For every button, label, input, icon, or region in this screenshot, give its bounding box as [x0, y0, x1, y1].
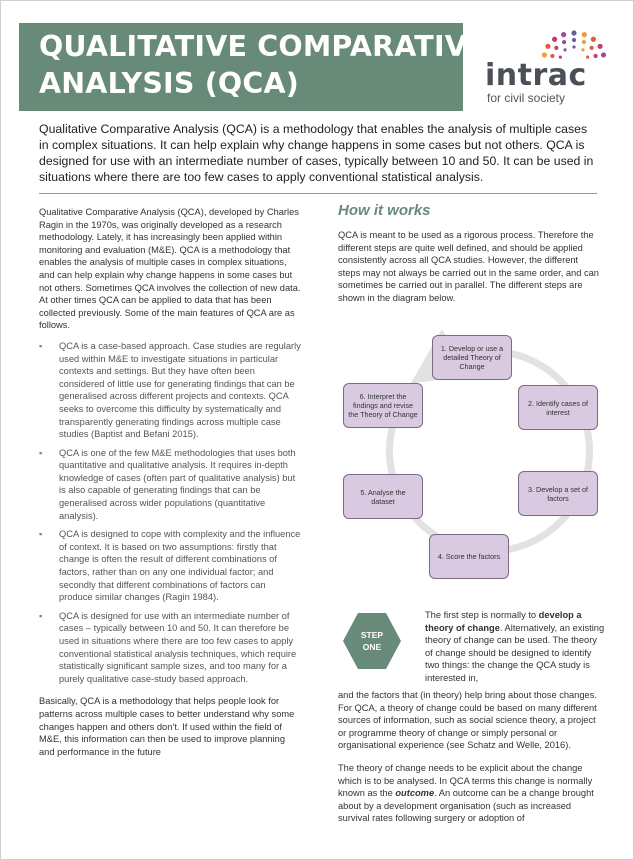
logo-dot [597, 44, 602, 49]
step-one-lead-rest: . Alternatively, an existing theory of change can be used. The theory of change should be designed to identify two things: the change the QCA study is interested in, [425, 622, 605, 683]
left-column [39, 206, 301, 758]
outcome-term: outcome [395, 788, 435, 799]
step-one-badge [343, 629, 401, 653]
intrac-logo [479, 23, 619, 113]
logo-dot [572, 38, 576, 42]
step-one-text [425, 609, 605, 685]
closing-paragraph: Basically, QCA is a methodology that helps people look for patterns across multiple cases to better understand why some changes happen and others don’t. If used within the field of M&E, this information can then be used to improve planning and performance in the future [39, 696, 295, 757]
logo-dot [591, 37, 596, 42]
intro-paragraph: Qualitative Comparative Analysis (QCA) is a methodology that enables the analysis of multiple cases in complex situations. It can help explain why change happens in some cases but not others. QCA is designed for use with an intermediate number of cases, typically between 10 and 50. It can be used in situations where there are too few cases to apply conventional statistical analysis. [39, 122, 594, 184]
badge-line-1: STEP [360, 630, 384, 640]
page-title [39, 28, 487, 102]
step-one-emphasis: develop a theory of change [425, 610, 582, 633]
logo-dot [554, 46, 558, 50]
step-node-2: 2. Identify cases of interest [518, 385, 598, 430]
right-column [338, 201, 602, 305]
step-node-5: 5. Analyse the dataset [343, 474, 423, 519]
title-banner [19, 23, 487, 111]
title-line-2: ANALYSIS (QCA) [39, 67, 299, 100]
step-node-1: 1. Develop or use a detailed Theory of Change [432, 335, 512, 380]
list-item: ▪ QCA is designed for use with an intermediate number of cases – typically between 10 and 50. It can therefore be used in situations where there are too few cases to apply conventional statistical analysis techniques, which require statistically significant sample sizes, and too many for a purely qualitative case-study based approach. [39, 610, 301, 686]
step-one-paragraph-3 [338, 762, 603, 825]
section-heading: How it works [338, 202, 431, 219]
logo-dot [552, 37, 557, 42]
outcome-lead: The theory of change needs to be explicit about the change which is to be analysed. In QCA terms this change is normally known as the [338, 762, 593, 799]
logo-dot [572, 45, 575, 48]
feature-list [39, 340, 301, 685]
logo-dot [582, 32, 587, 37]
logo-dot [562, 40, 566, 44]
list-item: ▪ QCA is a case-based approach. Case studies are regularly used within M&E to investigate situations in particular contexts and settings. But they have often been considered of little use for generating findings that can be generalised across different projects and contexts. QCA seeks to overcome this difficulty by systematically and transparently generating findings across multiple case studies (Baptist and Befani 2015). [39, 340, 301, 441]
logo-dot [571, 30, 576, 35]
step-one-lead: The first step is normally to [425, 610, 539, 620]
logo-dot [581, 48, 584, 51]
step-node-6: 6. Interpret the findings and revise the Theory of Change [343, 383, 423, 428]
left-paragraph: Qualitative Comparative Analysis (QCA), developed by Charles Ragin in the 1970s, was originally developed as a research methodology. Lately, it has increasingly been applied within monitoring and evaluation (M&E). QCA is a methodology that enables the analysis of multiple cases in complex situations, and can help explain why change happens in some cases but not others. Sometimes QCA involves the collection of new data. At other times QCA can be applied to data that has been collected previously. Some of the main features of QCA are as follows. [39, 207, 301, 331]
outcome-rest: . An outcome can be a change brought about by a development organisation (such as increased survival rates following surgery or adoption of [338, 788, 594, 824]
step-node-4: 4. Score the factors [429, 534, 509, 579]
logo-dot [582, 40, 586, 44]
logo-dot [601, 52, 606, 57]
title-line-1: QUALITATIVE COMPARATIVE [39, 30, 487, 63]
divider [39, 193, 597, 194]
logo-dot [561, 32, 566, 37]
how-it-works-paragraph: QCA is meant to be used as a rigorous process. Therefore the different steps are quite well defined, and should be applied consistently across all QCA studies. However, the different steps may not always be carried out in the same order, and can sometimes be carried out in parallel. The different steps are shown in the diagram below. [338, 230, 599, 303]
list-item: ▪ QCA is one of the few M&E methodologies that uses both quantitative and qualitative analysis. It requires in-depth knowledge of cases (often part of qualitative analysis) but is also capable of generating findings that can be generalised across wider populations (quantitative analysis). [39, 447, 301, 523]
logo-dot [545, 44, 550, 49]
step-one-paragraph-2: and the factors that (in theory) help bring about those changes. For QCA, a theory of change could be based on many different sources of information, such as social science theory, a project or programme theory of change or simply personal or organisational experience (see Schatz and Welle, 2016). [338, 690, 597, 751]
logo-tagline: for civil society [487, 91, 566, 105]
logo-dot [590, 46, 594, 50]
step-one-continuation [338, 689, 603, 835]
list-item: ▪ QCA is designed to cope with complexity and the influence of context. It is based on two assumptions: firstly that change is often the result of different combinations of factors, rather than on any one individual factor; and secondly that different combinations of factors can produce similar changes (Ragin 1984). [39, 528, 301, 604]
badge-line-2: ONE [362, 642, 382, 652]
logo-dot [542, 52, 547, 57]
logo-dot [593, 54, 597, 58]
logo-wordmark: intrac [485, 58, 587, 93]
logo-dots-icon [479, 23, 619, 63]
step-node-3: 3. Develop a set of factors [518, 471, 598, 516]
process-diagram [338, 326, 608, 586]
logo-dot [563, 48, 566, 51]
